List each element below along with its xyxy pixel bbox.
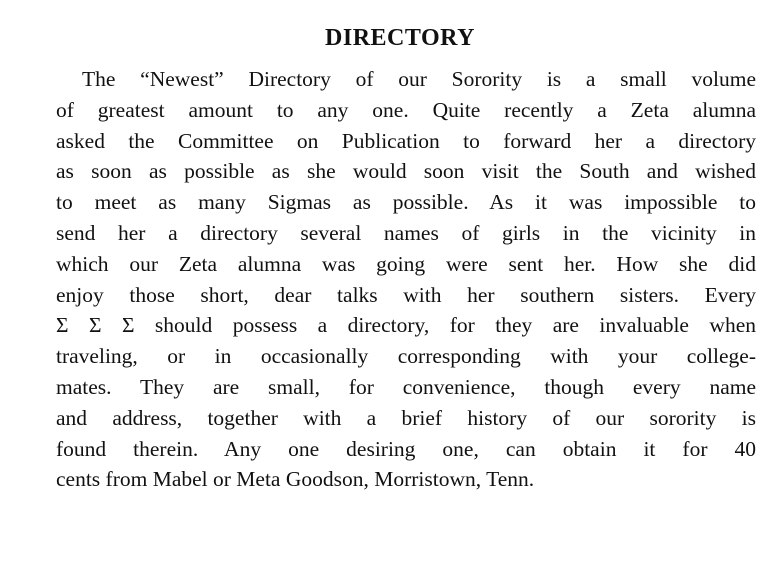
paragraph-line: send her a directory several names of girls in the vicinity in — [56, 220, 756, 245]
paragraph-line: found therein. Any one desiring one, can obtain it for 40 — [56, 436, 756, 461]
paragraph-line: enjoy those short, dear talks with her southern sisters. Every — [56, 282, 756, 307]
section-heading: DIRECTORY — [325, 25, 475, 51]
paragraph-line: asked the Committee on Publication to forward her a directory — [56, 128, 756, 153]
paragraph-line: to meet as many Sigmas as possible. As it was impossible to — [56, 190, 756, 215]
directory-paragraph — [56, 64, 756, 495]
paragraph-line: which our Zeta alumna was going were sent her. How she did — [56, 251, 756, 276]
paragraph-line: Σ Σ Σ should possess a directory, for they are invaluable when — [56, 313, 756, 338]
paragraph-line: cents from Mabel or Meta Goodson, Morristown, Tenn. — [56, 467, 535, 492]
paragraph-line: and address, together with a brief history of our sorority is — [56, 405, 756, 430]
paragraph-line: as soon as possible as she would soon visit the South and wished — [56, 159, 756, 184]
paragraph-line: mates. They are small, for convenience, though every name — [56, 374, 756, 399]
paragraph-line: The “Newest” Directory of our Sorority is a small volume — [82, 67, 756, 91]
paragraph-line: of greatest amount to any one. Quite recently a Zeta alumna — [56, 97, 756, 122]
paragraph-line: traveling, or in occasionally corresponding with your college- — [56, 344, 756, 369]
